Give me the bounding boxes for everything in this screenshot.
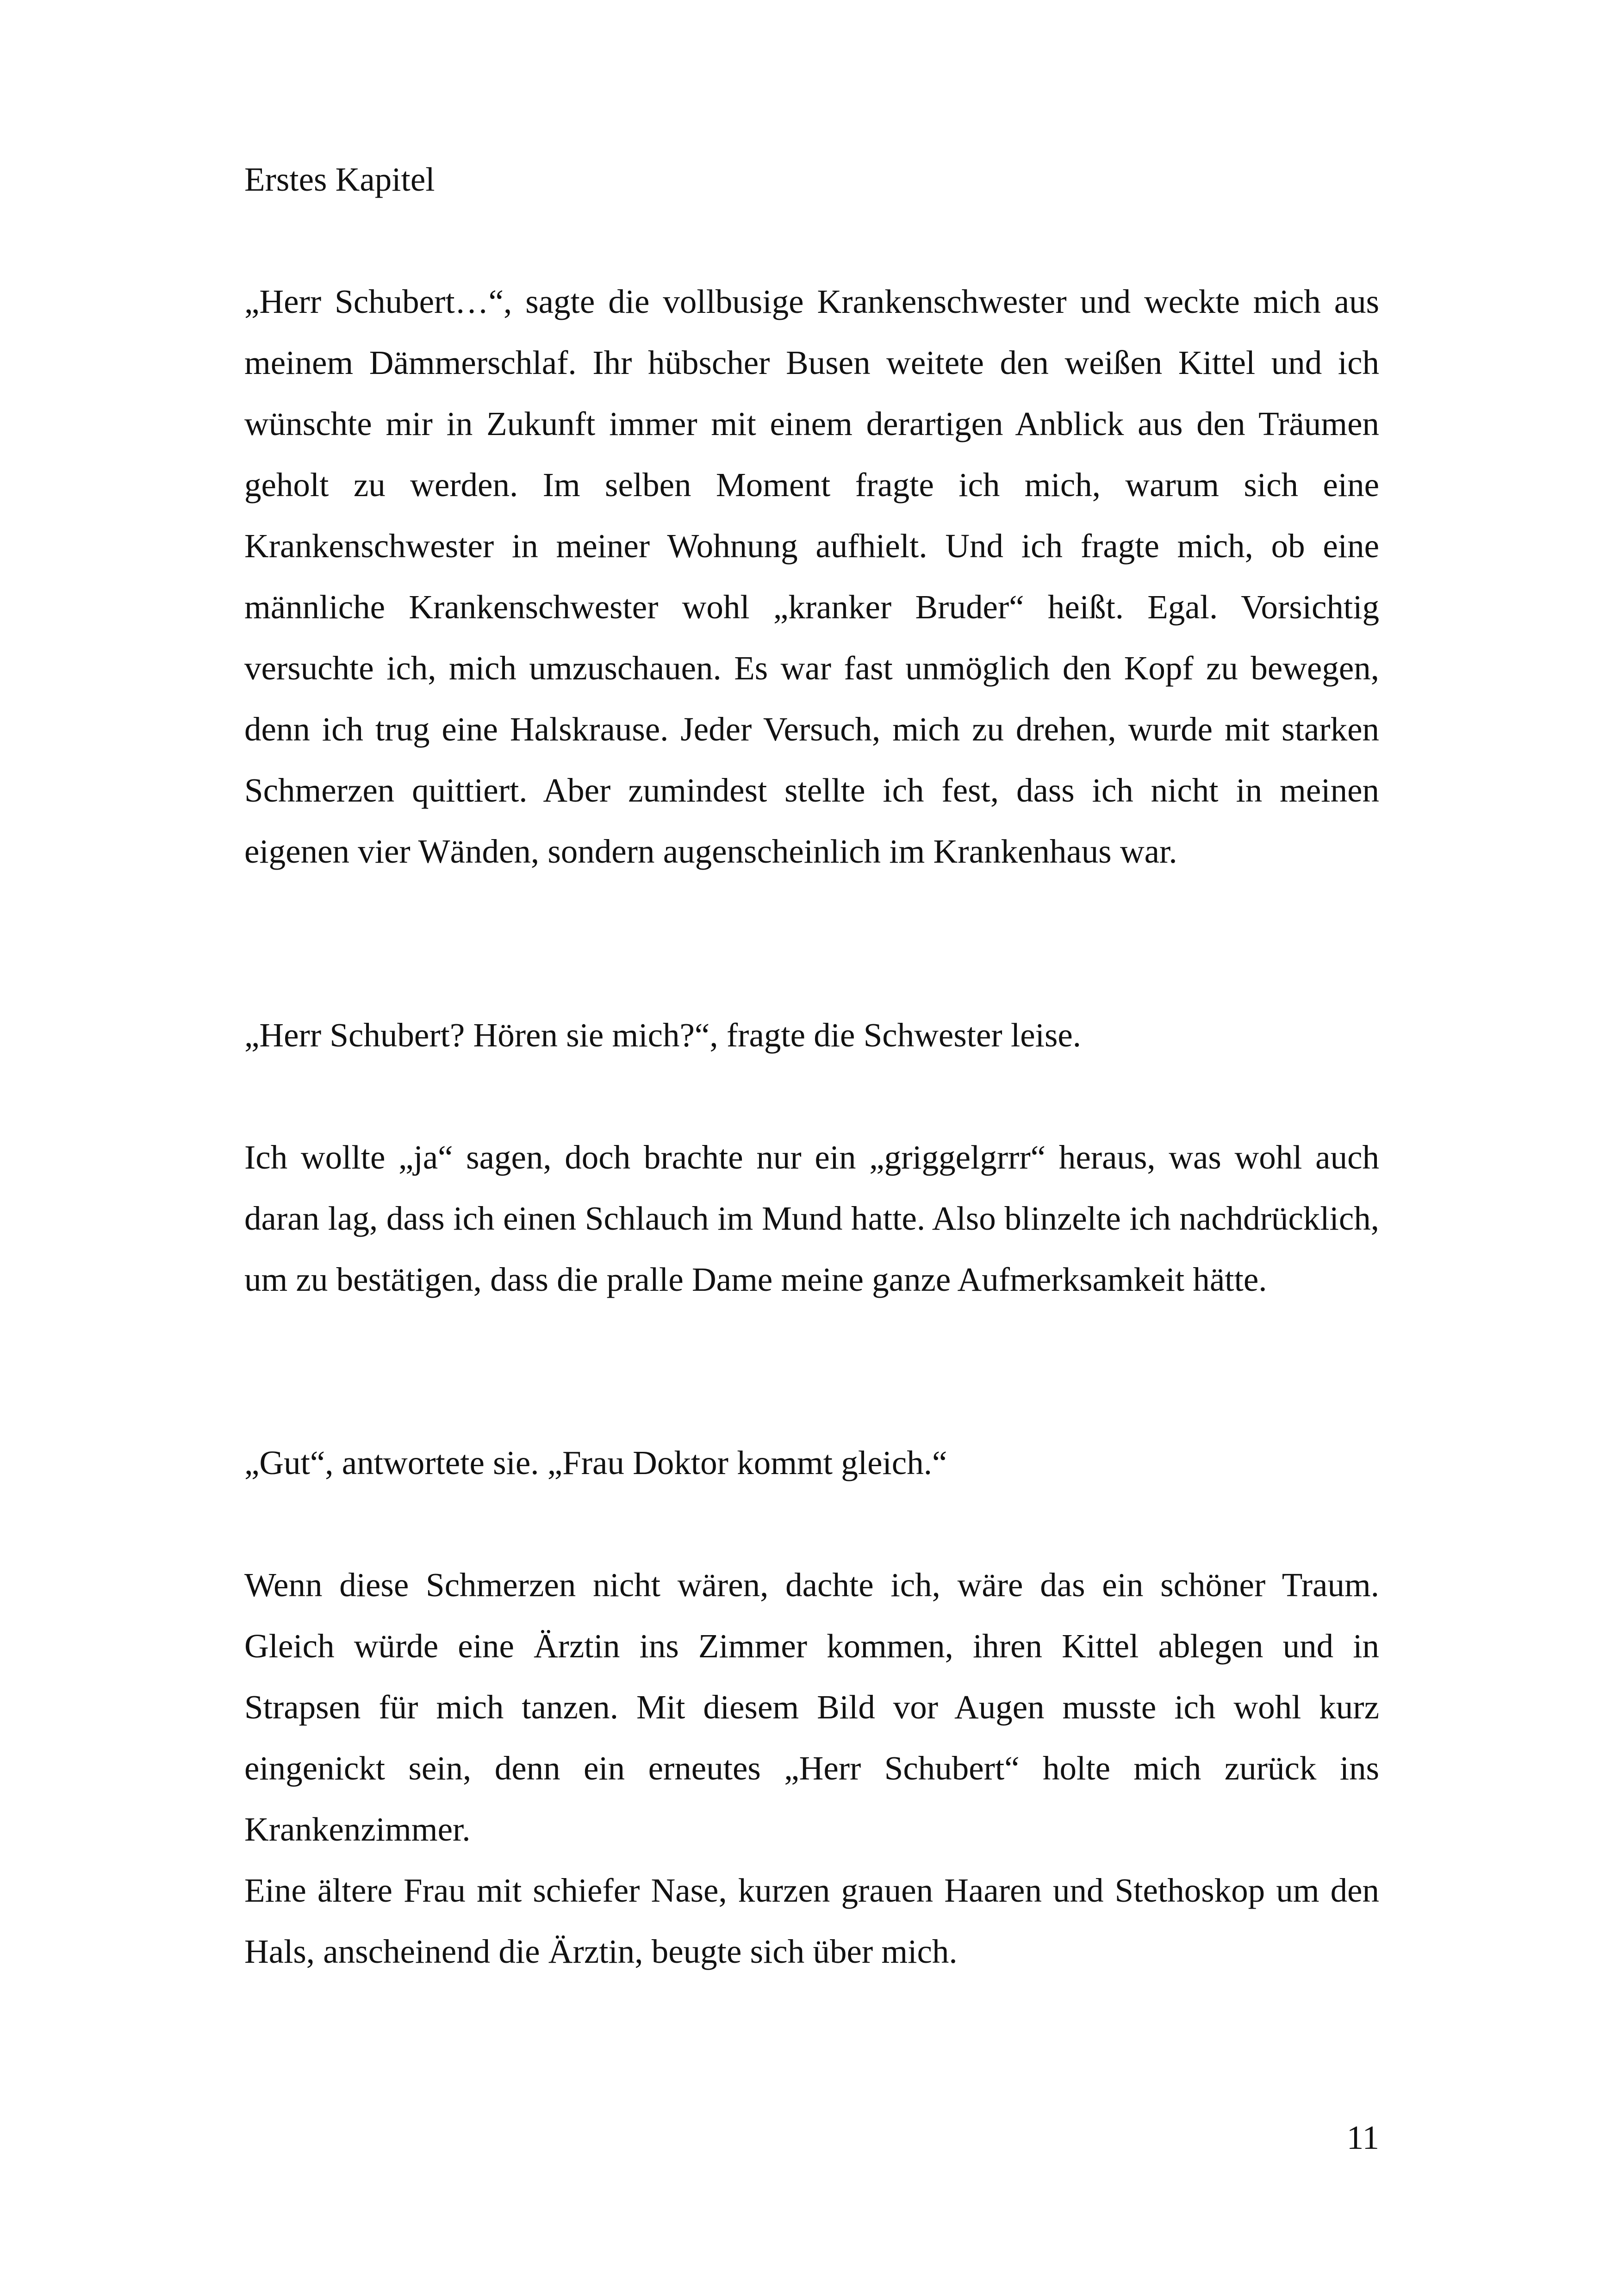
chapter-title: Erstes Kapitel [244, 161, 435, 198]
paragraph-3: Ich wollte „ja“ sagen, doch brachte nur ein „griggelgrrr“ heraus, was wohl auch daran lag, dass ich einen Schlauch im Mund hatte. Also blinzelte ich nachdrücklich, um zu bestätigen, dass die pralle Dame meine ganze Aufmerksamkeit hätte. [244, 1139, 1379, 1298]
paragraph-1: „Herr Schubert…“, sagte die vollbusige Krankenschwester und weckte mich aus meinem Dämmerschlaf. Ihr hübscher Busen weitete den weißen Kittel und ich wünschte mir in Zukunft immer mit einem derartigen Anblick aus den Träumen geholt zu werden. Im selben Moment fragte ich mich, warum sich eine Krankenschwester in meiner Wohnung aufhielt. Und ich fragte mich, ob eine männliche Krankenschwester wohl „kranker Bruder“ heißt. Egal. Vorsichtig versuchte ich, mich umzuschauen. Es war fast unmöglich den Kopf zu bewegen, denn ich trug eine Halskrause. Jeder Versuch, mich zu drehen, wurde mit starken Schmerzen quittiert. Aber zumindest stellte ich fest, dass ich nicht in meinen eigenen vier Wänden, sondern augenscheinlich im Krankenhaus war. [244, 283, 1379, 870]
paragraph-6: Eine ältere Frau mit schiefer Nase, kurzen grauen Haaren und Stethoskop um den Hals, anscheinend die Ärztin, beugte sich über mich. [244, 1872, 1379, 1970]
paragraph-4: „Gut“, antwortete sie. „Frau Doktor kommt gleich.“ [244, 1444, 947, 1481]
page-number: 11 [1346, 2119, 1379, 2156]
paragraph-5: Wenn diese Schmerzen nicht wären, dachte ich, wäre das ein schöner Traum. Gleich würde eine Ärztin ins Zimmer kommen, ihren Kittel ablegen und in Strapsen für mich tanzen. Mit diesem Bild vor Augen musste ich wohl kurz eingenickt sein, denn ein erneutes „Herr Schubert“ holte mich zurück ins Krankenzimmer. [244, 1566, 1379, 1848]
paragraph-2: „Herr Schubert? Hören sie mich?“, fragte die Schwester leise. [244, 1016, 1081, 1054]
